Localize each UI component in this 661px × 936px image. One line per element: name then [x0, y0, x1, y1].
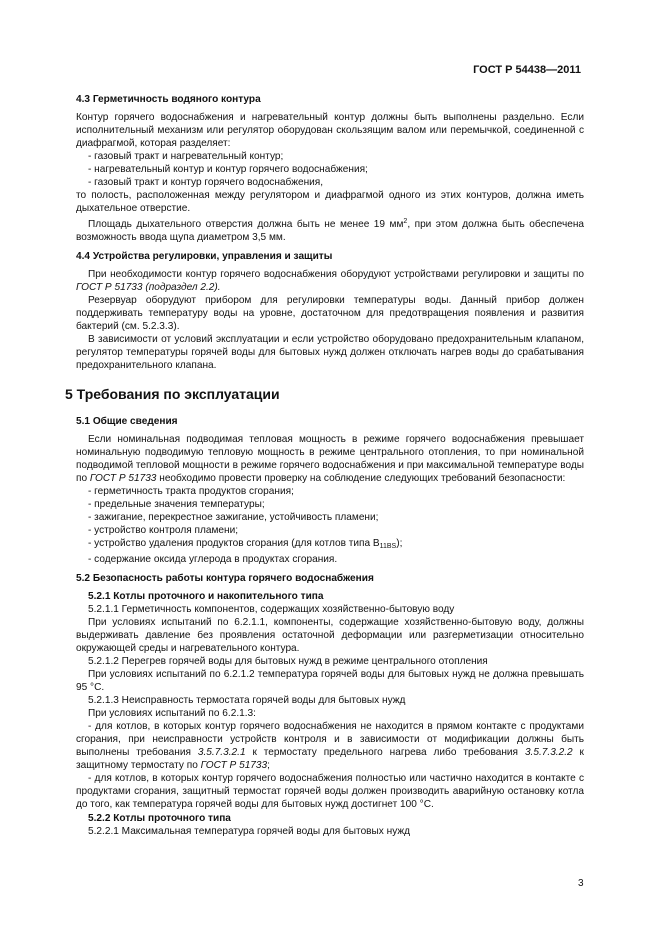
section-4-3-item-2: - нагревательный контур и контур горячего водоснабжения;: [88, 164, 368, 175]
section-4-3-item-1: - газовый тракт и нагревательный контур;: [88, 151, 284, 162]
section-4-4-paragraph-1: При необходимости контур горячего водоснабжения оборудуют устройствами регулировки и защиты по ГОСТ Р 51733 (подраздел 2.2).: [76, 269, 584, 293]
section-4-3-paragraph-3: Площадь дыхательного отверстия должна быть не менее 19 $мм^2$, при этом должна быть обеспечена возможность ввода щупа диаметром 3,5 мм.: [76, 218, 585, 243]
standard-reference: ГОСТ Р 51733 (подраздел 2.2).: [76, 282, 221, 293]
document-header: ГОСТ Р 54438—2011: [473, 64, 581, 76]
section-5-1-item-4: - устройство контроля пламени;: [88, 525, 239, 536]
section-4-4-paragraph-3: В зависимости от условий эксплуатации и если устройство оборудовано предохранительным клапаном, регулятор температуры горячей воды для бытовых нужд должен отключать нагрев воды до срабатывания предохранительного клапана.: [76, 334, 584, 371]
section-5-1-paragraph-1: Если номинальная подводимая тепловая мощность в режиме горячего водоснабжения превышает номинальную подводимую тепловую мощность в режиме центрального отопления, то при номинальной подводимой тепловой мощности в режиме горячего водоснабжения и при максимальной температуре воды по ГОСТ Р 51733 необходимо провести проверку на соблюдение следующих требований безопасности:: [76, 434, 584, 484]
section-5-2-1-3-item-2: - для котлов, в которых контур горячего водоснабжения полностью или частично находится в контакте с продуктами сгорания, защитный термостат горячей воды должен производить аварийную остановку котла до того, как температура горячей воды для бытовых нужд достигнет 100 °С.: [76, 773, 584, 810]
section-4-3-item-3: - газовый тракт и контур горячего водоснабжения,: [88, 177, 324, 188]
section-5-2-1-2-paragraph: При условиях испытаний по 6.2.1.2 температура горячей воды для бытовых нужд не должна превышать 95 °С.: [76, 669, 584, 693]
section-5-1-item-6: - содержание оксида углерода в продуктах сгорания.: [88, 554, 338, 565]
section-5-heading: 5 Требования по эксплуатации: [65, 386, 280, 402]
section-4-4-paragraph-2: Резервуар оборудуют прибором для регулировки температуры воды. Данный прибор должен поддерживать температуру воды на уровне, достаточном для предотвращения появления и развития бактерий (см. 5.2.3.3).: [76, 295, 584, 332]
section-5-1-heading: 5.1 Общие сведения: [76, 416, 178, 427]
section-5-2-1-2-heading: 5.2.1.2 Перегрев горячей воды для бытовых нужд в режиме центрального отопления: [88, 656, 488, 667]
section-5-2-2-1-heading: 5.2.2.1 Максимальная температура горячей воды для бытовых нужд: [88, 826, 411, 837]
section-5-1-item-2: - предельные значения температуры;: [88, 499, 265, 510]
section-5-1-item-3: - зажигание, перекрестное зажигание, устойчивость пламени;: [88, 512, 379, 523]
section-4-3-paragraph-1: Контур горячего водоснабжения и нагревательный контур должны быть выполнены раздельно. Если исполнительный механизм или регулятор оборудован скользящим валом или перемычкой, соединенной с диафрагмой, которая разделяет:: [76, 112, 584, 149]
section-5-1-item-1: - герметичность тракта продуктов сгорания;: [88, 486, 294, 497]
section-5-2-1-1-paragraph: При условиях испытаний по 6.2.1.1, компоненты, содержащие хозяйственно-бытовую воду, должны выдерживать давление без проявления остаточной деформации или разгерметизации относительно окружающей среды и нагревательного контура.: [76, 617, 584, 654]
document-body: [65, 93, 585, 838]
section-4-4-heading: 4.4 Устройства регулировки, управления и защиты: [76, 251, 333, 262]
section-5-2-1-heading: 5.2.1 Котлы проточного и накопительного типа: [88, 591, 324, 602]
section-4-3-paragraph-2: то полость, расположенная между регулятором и диафрагмой одного из этих контуров, должна иметь дыхательное отверстие.: [76, 190, 584, 214]
section-5-2-heading: 5.2 Безопасность работы контура горячего водоснабжения: [76, 573, 374, 584]
section-5-2-1-3-item-1: - для котлов, в которых контур горячего водоснабжения не находится в прямом контакте с продуктами сгорания, при неисправности устройств контроля и в зависимости от модификации должны быть выполнены требования 3.5.7.3.2.1 к термостату предельного нагрева либо требования 3.5.7.3.2.2 к защитному термостату по ГОСТ Р 51733;: [76, 721, 584, 771]
section-5-2-2-heading: 5.2.2 Котлы проточного типа: [88, 813, 231, 824]
section-5-2-1-1-heading: 5.2.1.1 Герметичность компонентов, содержащих хозяйственно-бытовую воду: [88, 604, 455, 615]
standard-reference: ГОСТ Р 51733: [89, 473, 157, 484]
section-5-2-1-3-paragraph: При условиях испытаний по 6.2.1.3:: [88, 708, 256, 719]
section-5-2-1-3-heading: 5.2.1.3 Неисправность термостата горячей воды для бытовых нужд: [88, 695, 406, 706]
section-4-3-heading: 4.3 Герметичность водяного контура: [76, 94, 261, 105]
page-number: 3: [578, 878, 584, 889]
section-5-1-item-5: - устройство удаления продуктов сгорания (для котлов типа $B_{11BS}$);: [88, 538, 403, 550]
